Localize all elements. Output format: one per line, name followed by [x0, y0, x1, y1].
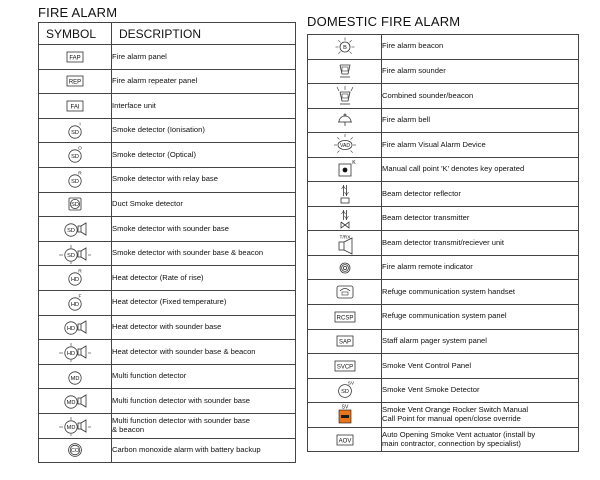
- table-row: [39, 413, 296, 438]
- table-row: [39, 143, 296, 168]
- svg-text:FAI: FAI: [70, 104, 80, 111]
- description-cell: [382, 427, 579, 452]
- symbol-cell: [39, 118, 112, 143]
- svg-text:SD: SD: [71, 154, 79, 161]
- description-line: main contractor, connection by specialist): [382, 438, 521, 448]
- smoke-detector-sounder-base-icon: [50, 219, 100, 239]
- table-row: [308, 305, 579, 330]
- symbol-cell: [39, 290, 112, 315]
- heat-detector-fixed-temperature-icon: [50, 293, 100, 313]
- smoke-vent-rocker-switch-icon: [320, 405, 370, 425]
- description-cell: Manual call point 'K' denotes key operated: [382, 157, 579, 182]
- description-cell: Duct Smoke detector: [112, 192, 296, 217]
- symbol-cell: [39, 266, 112, 291]
- description-cell: Refuge communication system panel: [382, 305, 579, 330]
- symbol-cell: [308, 354, 382, 379]
- svg-text:HD: HD: [66, 326, 76, 333]
- description-line: Multi function detector with sounder base: [112, 416, 251, 426]
- smoke-detector-relay-base-icon: [50, 170, 100, 190]
- svg-text:CO: CO: [70, 448, 80, 455]
- table-row: [308, 133, 579, 158]
- multi-function-detector-sounder-beacon-icon: [50, 416, 100, 436]
- symbol-cell: [308, 35, 382, 60]
- visual-alarm-device-icon: [320, 135, 370, 155]
- description-cell: Interface unit: [112, 94, 296, 119]
- symbol-cell: [308, 59, 382, 84]
- description-cell: Smoke detector with sounder base & beacon: [112, 241, 296, 266]
- table-row: [39, 438, 296, 463]
- symbol-cell: [308, 280, 382, 305]
- sap-box-icon: [320, 331, 370, 351]
- description-line: Smoke Vent Orange Rocker Switch Manual: [382, 405, 529, 415]
- description-cell: Fire alarm beacon: [382, 35, 579, 60]
- description-cell: Smoke detector (Ionisation): [112, 118, 296, 143]
- table-row: [39, 192, 296, 217]
- heat-detector-rate-of-rise-icon: [50, 268, 100, 288]
- symbol-cell: [308, 427, 382, 452]
- domestic-fire-alarm-symbol-table: [307, 34, 579, 452]
- symbol-cell: [39, 94, 112, 119]
- symbol-cell: [308, 84, 382, 109]
- description-cell: Multi function detector: [112, 364, 296, 389]
- table-row: [308, 59, 579, 84]
- description-cell: Carbon monoxide alarm with battery backup: [112, 438, 296, 463]
- description-cell: Staff alarm pager system panel: [382, 329, 579, 354]
- table-row: [308, 329, 579, 354]
- symbol-cell: [39, 241, 112, 266]
- svg-text:I: I: [79, 122, 81, 128]
- description-cell: Heat detector with sounder base: [112, 315, 296, 340]
- description-cell: Fire alarm panel: [112, 45, 296, 70]
- description-cell: Heat detector with sounder base & beacon: [112, 340, 296, 365]
- svg-text:SD: SD: [67, 252, 75, 259]
- smoke-detector-sounder-beacon-icon: [50, 244, 100, 264]
- fap-box-icon: [50, 47, 100, 67]
- svg-text:RCSP: RCSP: [336, 315, 353, 322]
- table-row: [39, 389, 296, 414]
- svg-text:SD: SD: [67, 227, 75, 234]
- table-row: [39, 118, 296, 143]
- symbol-cell: [308, 305, 382, 330]
- description-cell: Fire alarm sounder: [382, 59, 579, 84]
- table-row: [308, 255, 579, 280]
- description-cell: Beam detector transmitter: [382, 206, 579, 231]
- table-row: [39, 315, 296, 340]
- table-row: [39, 241, 296, 266]
- table-row: [39, 290, 296, 315]
- table-row: [39, 69, 296, 94]
- table-row: [39, 266, 296, 291]
- svg-text:T/RX: T/RX: [339, 235, 350, 241]
- table-row: [39, 217, 296, 242]
- symbol-cell: [308, 206, 382, 231]
- symbol-column-header: SYMBOL: [39, 23, 112, 45]
- svg-text:R: R: [78, 171, 82, 177]
- smoke-vent-smoke-detector-icon: [320, 380, 370, 400]
- fire-alarm-sounder-icon: [320, 61, 370, 81]
- symbol-cell: [39, 364, 112, 389]
- svg-text:MD: MD: [70, 375, 80, 382]
- svcp-box-icon: [320, 356, 370, 376]
- remote-indicator-icon: [320, 258, 370, 278]
- svg-text:F: F: [78, 294, 82, 300]
- smoke-detector-ionisation-icon: [50, 121, 100, 141]
- table-row: [308, 206, 579, 231]
- description-cell: Smoke detector with relay base: [112, 167, 296, 192]
- symbol-cell: [39, 389, 112, 414]
- aov-box-icon: [320, 430, 370, 450]
- svg-text:HD: HD: [66, 350, 76, 357]
- table-row: [39, 167, 296, 192]
- multi-function-detector-sounder-icon: [50, 391, 100, 411]
- table-row: [308, 427, 579, 452]
- symbol-cell: [308, 133, 382, 158]
- symbol-cell: [308, 231, 382, 256]
- duct-smoke-detector-icon: [50, 194, 100, 214]
- beam-detector-transmitter-icon: [320, 209, 370, 229]
- svg-text:HD: HD: [70, 301, 80, 308]
- svg-text:MD: MD: [66, 424, 76, 431]
- symbol-cell: [308, 255, 382, 280]
- table-row: [308, 108, 579, 133]
- svg-text:HD: HD: [70, 277, 80, 284]
- svg-text:SD: SD: [71, 178, 79, 185]
- symbol-cell: [308, 378, 382, 403]
- description-cell: Smoke detector (Optical): [112, 143, 296, 168]
- table-row: [308, 35, 579, 60]
- multi-function-detector-icon: [50, 367, 100, 387]
- table-header-row: [39, 23, 296, 45]
- description-line: Auto Opening Smoke Vent actuator (install by: [382, 429, 536, 439]
- svg-text:O: O: [78, 146, 82, 152]
- rep-box-icon: [50, 71, 100, 91]
- description-cell: Beam detector transmit/reciever unit: [382, 231, 579, 256]
- svg-text:SD: SD: [71, 129, 79, 136]
- description-cell: Heat detector (Fixed temperature): [112, 290, 296, 315]
- symbol-cell: [39, 315, 112, 340]
- heat-detector-sounder-base-icon: [50, 317, 100, 337]
- table-row: [308, 280, 579, 305]
- symbol-cell: [39, 192, 112, 217]
- svg-text:MD: MD: [66, 400, 76, 407]
- symbol-cell: [308, 108, 382, 133]
- beam-detector-transmit-receiver-icon: [320, 233, 370, 253]
- svg-text:FAP: FAP: [69, 55, 81, 62]
- description-cell: Heat detector (Rate of rise): [112, 266, 296, 291]
- svg-text:REP: REP: [68, 79, 82, 86]
- svg-text:B: B: [342, 44, 347, 51]
- table-row: [39, 94, 296, 119]
- refuge-handset-icon: [320, 282, 370, 302]
- svg-text:VAD: VAD: [339, 142, 350, 149]
- fai-box-icon: [50, 96, 100, 116]
- table-row: [308, 231, 579, 256]
- description-cell: Smoke detector with sounder base: [112, 217, 296, 242]
- svg-text:SV: SV: [347, 380, 354, 386]
- symbol-cell: [308, 403, 382, 428]
- symbol-cell: [39, 340, 112, 365]
- symbol-cell: [308, 182, 382, 207]
- description-column-header: DESCRIPTION: [112, 23, 296, 45]
- svg-text:K: K: [351, 159, 356, 166]
- symbol-cell: [39, 69, 112, 94]
- symbol-cell: [39, 167, 112, 192]
- fire-alarm-heading: FIRE ALARM: [38, 5, 118, 20]
- rcsp-box-icon: [320, 307, 370, 327]
- symbol-cell: [39, 143, 112, 168]
- table-row: [308, 354, 579, 379]
- symbol-cell: [308, 157, 382, 182]
- table-row: [39, 364, 296, 389]
- description-cell: Smoke Vent Control Panel: [382, 354, 579, 379]
- fire-alarm-beacon-icon: [320, 37, 370, 57]
- description-cell: Fire alarm repeater panel: [112, 69, 296, 94]
- description-cell: Fire alarm bell: [382, 108, 579, 133]
- description-cell: Fire alarm Visual Alarm Device: [382, 133, 579, 158]
- beam-detector-reflector-icon: [320, 184, 370, 204]
- svg-text:SD: SD: [340, 389, 349, 396]
- manual-call-point-key-icon: [320, 160, 370, 180]
- fire-alarm-symbol-table: [38, 22, 296, 463]
- combined-sounder-beacon-icon: [320, 86, 370, 106]
- symbol-cell: [308, 329, 382, 354]
- description-cell: Combined sounder/beacon: [382, 84, 579, 109]
- description-line: & beacon: [112, 424, 145, 434]
- svg-text:SD: SD: [71, 202, 79, 209]
- description-cell: Beam detector reflector: [382, 182, 579, 207]
- fire-alarm-bell-icon: [320, 110, 370, 130]
- symbol-cell: [39, 45, 112, 70]
- svg-text:SV: SV: [341, 404, 348, 411]
- carbon-monoxide-alarm-icon: [50, 440, 100, 460]
- table-row: [39, 45, 296, 70]
- table-row: [308, 182, 579, 207]
- description-cell: Multi function detector with sounder base: [112, 389, 296, 414]
- table-row: [39, 340, 296, 365]
- heat-detector-sounder-beacon-icon: [50, 342, 100, 362]
- description-cell: Refuge communication system handset: [382, 280, 579, 305]
- description-line: Call Point for manual open/close override: [382, 413, 521, 423]
- description-cell: [112, 413, 296, 438]
- domestic-fire-alarm-heading: DOMESTIC FIRE ALARM: [307, 14, 461, 29]
- symbol-cell: [39, 217, 112, 242]
- description-cell: Fire alarm remote indicator: [382, 255, 579, 280]
- svg-text:SAP: SAP: [338, 339, 351, 346]
- symbol-cell: [39, 438, 112, 463]
- smoke-detector-optical-icon: [50, 145, 100, 165]
- table-row: [308, 157, 579, 182]
- description-cell: Smoke Vent Smoke Detector: [382, 378, 579, 403]
- svg-text:SVCP: SVCP: [336, 364, 353, 371]
- svg-text:AOV: AOV: [338, 437, 351, 444]
- table-row: [308, 84, 579, 109]
- symbol-cell: [39, 413, 112, 438]
- table-row: [308, 378, 579, 403]
- table-row: [308, 403, 579, 428]
- svg-text:R: R: [78, 269, 82, 275]
- description-cell: [382, 403, 579, 428]
